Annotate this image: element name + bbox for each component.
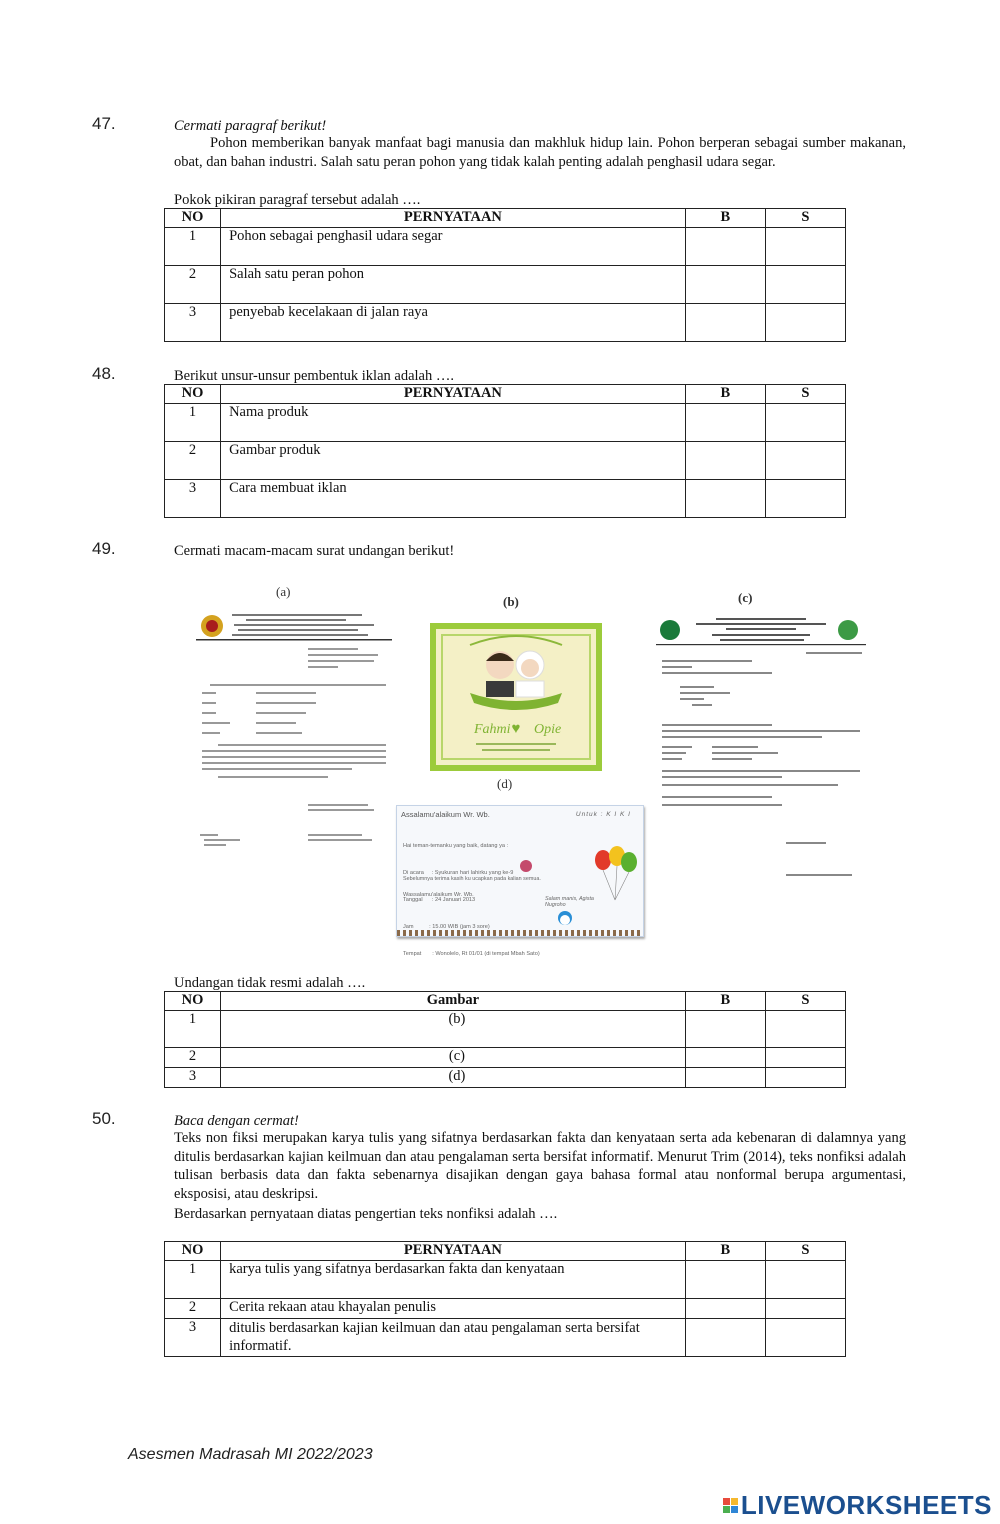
doraemon-icon	[557, 910, 573, 928]
table-row	[165, 304, 846, 342]
invitation-c-image	[656, 612, 866, 882]
header-s: S	[765, 385, 845, 404]
card-b-name-left: Fahmi	[474, 722, 511, 737]
answer-cell-s[interactable]	[765, 442, 845, 480]
answer-cell-b[interactable]	[685, 404, 765, 442]
school-logo-icon	[660, 620, 680, 640]
answer-cell-s[interactable]	[765, 1299, 845, 1319]
card-d-line: Tempat : Wonolelo, Rt 01/01 (di tempat Mbah Sato)	[403, 951, 540, 957]
answer-cell-s[interactable]	[765, 1068, 845, 1088]
answer-cell-b[interactable]	[685, 1011, 765, 1048]
header-statement: PERNYATAAN	[221, 209, 686, 228]
q47-table	[164, 208, 846, 342]
card-d-border	[397, 930, 643, 936]
header-no: NO	[165, 209, 221, 228]
row-statement: ditulis berdasarkan kajian keilmuan dan atau pengalaman serta bersifat informatif.	[221, 1319, 686, 1357]
row-no: 2	[165, 442, 221, 480]
row-no: 2	[165, 266, 221, 304]
header-b: B	[685, 209, 765, 228]
question-number-48: 48.	[92, 364, 116, 383]
row-no: 1	[165, 1011, 221, 1048]
q48-table	[164, 384, 846, 518]
card-d-closing: Sebelumnya terima kasih ku ucapkan pada kalian semua.	[403, 876, 541, 882]
row-no: 2	[165, 1299, 221, 1319]
row-no: 3	[165, 304, 221, 342]
header-b: B	[685, 1242, 765, 1261]
card-b-name-right: Opie	[534, 722, 562, 737]
table-row	[165, 1261, 846, 1299]
card-d-line: Hai teman-temanku yang baik, datang ya :	[403, 843, 509, 849]
q50-paragraph: Teks non fiksi merupakan karya tulis yang sifatnya berdasarkan fakta dan kenyataan serta ada kebenaran di dalamnya yang ditulis berdasarkan kajian keilmuan dan atau pengalaman serta bersifat informatif. Menurut Trim (2014), teks nonfiksi adalah tulisan berbasis data dan fakta sebenarnya disajikan dengan gaya bahasa formal atau nonformal berupa argumentasi, eksposisi, atau deskripsi.	[174, 1130, 906, 1202]
brand-name: LIVEWORKSHEETS	[740, 1490, 992, 1520]
header-statement: PERNYATAAN	[221, 385, 686, 404]
table-row	[165, 1068, 846, 1088]
answer-cell-b[interactable]	[685, 442, 765, 480]
row-no: 2	[165, 1048, 221, 1068]
balloons-icon	[593, 844, 641, 904]
q47-prompt: Pokok pikiran paragraf tersebut adalah ….	[174, 192, 421, 208]
table-row	[165, 1319, 846, 1357]
card-d-to: Untuk : K I K I	[575, 811, 631, 818]
row-statement: karya tulis yang sifatnya berdasarkan fakta dan kenyataan	[221, 1261, 686, 1299]
row-no: 3	[165, 1319, 221, 1357]
answer-cell-b[interactable]	[685, 266, 765, 304]
card-d-sign: Salam manis, Agista Nugroho	[545, 896, 594, 908]
table-row	[165, 228, 846, 266]
liveworksheets-logo[interactable]	[723, 1490, 992, 1521]
table-row	[165, 1048, 846, 1068]
question-number-47: 47.	[92, 114, 116, 133]
row-statement: Cerita rekaan atau khayalan penulis	[221, 1299, 686, 1319]
answer-cell-s[interactable]	[765, 1261, 845, 1299]
candy-icon	[515, 858, 537, 874]
q50-table	[164, 1241, 846, 1357]
answer-cell-b[interactable]	[685, 304, 765, 342]
row-no: 1	[165, 228, 221, 266]
table-row	[165, 1011, 846, 1048]
answer-cell-s[interactable]	[765, 1319, 845, 1357]
header-b: B	[685, 385, 765, 404]
label-b: (b)	[503, 594, 519, 609]
table-row	[165, 480, 846, 518]
row-statement: Nama produk	[221, 404, 686, 442]
invitation-b-image	[430, 623, 602, 771]
answer-cell-s[interactable]	[765, 1048, 845, 1068]
answer-cell-s[interactable]	[765, 404, 845, 442]
row-statement: penyebab kecelakaan di jalan raya	[221, 304, 686, 342]
footer-text: Asesmen Madrasah MI 2022/2023	[128, 1446, 373, 1463]
answer-cell-b[interactable]	[685, 1048, 765, 1068]
answer-cell-b[interactable]	[685, 1068, 765, 1088]
invitation-a-image	[196, 608, 392, 860]
foundation-logo-icon	[838, 620, 858, 640]
q50-prompt: Berdasarkan pernyataan diatas pengertian teks nonfiksi adalah ….	[174, 1206, 558, 1222]
answer-cell-b[interactable]	[685, 228, 765, 266]
row-picture: (b)	[221, 1011, 686, 1048]
row-picture: (d)	[221, 1068, 686, 1088]
answer-cell-b[interactable]	[685, 1299, 765, 1319]
q48-prompt: Berikut unsur-unsur pembentuk iklan adalah ….	[174, 368, 454, 384]
q49-prompt: Undangan tidak resmi adalah ….	[174, 975, 366, 991]
header-picture: Gambar	[221, 992, 686, 1011]
card-d-line: Di acara : Syukuran hari lahirku yang ke-9	[403, 870, 514, 876]
table-row	[165, 404, 846, 442]
row-statement: Gambar produk	[221, 442, 686, 480]
answer-cell-b[interactable]	[685, 1319, 765, 1357]
answer-cell-s[interactable]	[765, 480, 845, 518]
row-no: 1	[165, 1261, 221, 1299]
header-s: S	[765, 1242, 845, 1261]
row-statement: Salah satu peran pohon	[221, 266, 686, 304]
row-statement: Cara membuat iklan	[221, 480, 686, 518]
row-statement: Pohon sebagai penghasil udara segar	[221, 228, 686, 266]
q49-table	[164, 991, 846, 1088]
answer-cell-b[interactable]	[685, 1261, 765, 1299]
table-row	[165, 1299, 846, 1319]
answer-cell-s[interactable]	[765, 304, 845, 342]
card-d-greeting: Assalamu'alaikum Wr. Wb.	[401, 810, 490, 819]
table-row	[165, 442, 846, 480]
label-c: (c)	[738, 590, 753, 605]
card-d-salam: Wassalamu'alaikum Wr. Wb.	[403, 892, 474, 898]
answer-cell-b[interactable]	[685, 480, 765, 518]
q50-instruction: Baca dengan cermat!	[174, 1113, 299, 1129]
row-no: 1	[165, 404, 221, 442]
label-a: (a)	[276, 584, 291, 599]
header-s: S	[765, 209, 845, 228]
answer-cell-s[interactable]	[765, 266, 845, 304]
row-no: 3	[165, 1068, 221, 1088]
header-no: NO	[165, 1242, 221, 1261]
question-number-50: 50.	[92, 1109, 116, 1128]
label-d: (d)	[497, 776, 513, 791]
question-number-49: 49.	[92, 539, 116, 558]
header-no: NO	[165, 385, 221, 404]
invitation-d-card	[396, 805, 644, 957]
row-no: 3	[165, 480, 221, 518]
card-d-line: Tanggal : 24 Januari 2013	[403, 897, 476, 903]
header-no: NO	[165, 992, 221, 1011]
table-row	[165, 266, 846, 304]
q49-instruction: Cermati macam-macam surat undangan berikut!	[174, 543, 455, 559]
header-b: B	[685, 992, 765, 1011]
header-statement: PERNYATAAN	[221, 1242, 686, 1261]
answer-cell-s[interactable]	[765, 1011, 845, 1048]
card-d-line: Jam : 15.00 WIB (jam 3 sore)	[403, 924, 490, 930]
header-s: S	[765, 992, 845, 1011]
answer-cell-s[interactable]	[765, 228, 845, 266]
svg-text:♥: ♥	[511, 721, 521, 737]
row-picture: (c)	[221, 1048, 686, 1068]
q47-instruction: Cermati paragraf berikut!	[174, 118, 327, 134]
liveworksheets-icon	[723, 1498, 738, 1513]
q47-paragraph: Pohon memberikan banyak manfaat bagi manusia dan makhluk hidup lain. Pohon berperan sebagai sumber makanan, obat, dan bahan industri. Salah satu peran pohon yang tidak kalah penting adalah penghasil udara segar.	[174, 135, 906, 170]
